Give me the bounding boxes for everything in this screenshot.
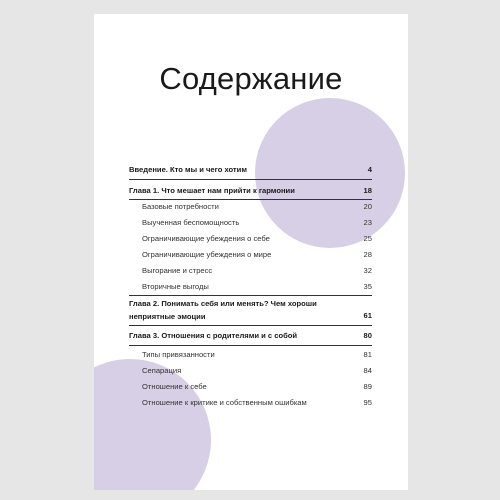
toc-entry-label: Введение. Кто мы и чего хотим: [129, 165, 247, 174]
toc-entry-page: 95: [363, 398, 372, 407]
toc-entry-label: Типы привязанности: [142, 350, 215, 359]
toc-entry-intro[interactable]: [129, 164, 372, 175]
toc-entry-page: 23: [363, 218, 372, 227]
toc-entry-label: Ограничивающие убеждения о себе: [142, 234, 270, 243]
toc-entry-section[interactable]: [129, 365, 372, 376]
toc-entry-page: 32: [363, 266, 372, 275]
toc-entry-label: Ограничивающие убеждения о мире: [142, 250, 272, 259]
toc-entry-section[interactable]: [129, 201, 372, 212]
toc-entry-section[interactable]: [129, 265, 372, 276]
toc-entry-page: 89: [363, 382, 372, 391]
toc-entry-section[interactable]: [129, 349, 372, 360]
toc-entry-label: Отношение к себе: [142, 382, 207, 391]
toc-entry-page: 18: [363, 186, 372, 195]
toc-entry-page: 4: [367, 165, 372, 174]
toc-entry-page: 35: [363, 282, 372, 291]
toc-entry-label: Выученная беспомощность: [142, 218, 240, 227]
table-of-contents: [129, 14, 372, 490]
toc-entry-chapter-3[interactable]: [129, 330, 372, 341]
toc-entry-label: Глава 2. Понимать себя или менять? Чем хороши неприятные эмоции: [129, 299, 317, 321]
toc-entry-label: Сепарация: [142, 366, 182, 375]
toc-entry-section[interactable]: [129, 281, 372, 292]
toc-entry-page: 81: [363, 350, 372, 359]
toc-entry-section[interactable]: [129, 233, 372, 244]
toc-divider: [129, 179, 372, 180]
toc-entry-section[interactable]: [129, 397, 372, 408]
toc-entry-section[interactable]: [129, 217, 372, 228]
toc-entry-label: Базовые потребности: [142, 202, 219, 211]
toc-divider: [129, 345, 372, 346]
toc-divider: [129, 199, 372, 200]
toc-entry-chapter-1[interactable]: [129, 185, 372, 196]
toc-entry-page: 80: [363, 331, 372, 340]
toc-entry-section[interactable]: [129, 381, 372, 392]
book-page: [94, 14, 408, 490]
toc-entry-page: 28: [363, 250, 372, 259]
toc-entry-page: 84: [363, 366, 372, 375]
toc-entry-label: Отношение к критике и собственным ошибкам: [142, 398, 307, 407]
toc-entry-page: 20: [363, 202, 372, 211]
toc-divider: [129, 325, 372, 326]
toc-entry-page: 61: [363, 311, 372, 320]
toc-entry-chapter-2[interactable]: [129, 297, 372, 323]
toc-entry-page: 25: [363, 234, 372, 243]
toc-divider: [129, 295, 372, 296]
toc-entry-label: Глава 3. Отношения с родителями и с собой: [129, 331, 298, 340]
page-title: Содержание: [159, 61, 343, 96]
toc-entry-label: Глава 1. Что мешает нам прийти к гармонии: [129, 186, 295, 195]
toc-entry-label: Выгорание и стресс: [142, 266, 213, 275]
toc-entry-section[interactable]: [129, 249, 372, 260]
toc-entry-label: Вторичные выгоды: [142, 282, 209, 291]
